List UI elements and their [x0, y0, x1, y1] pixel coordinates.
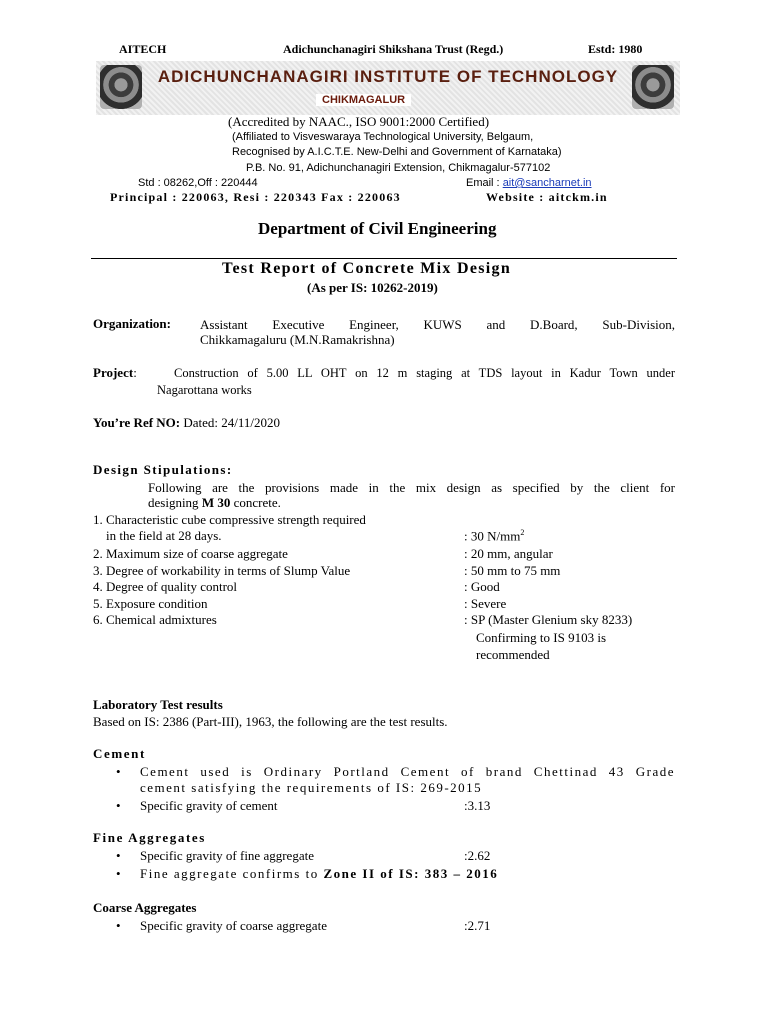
- organization-label: Organization:: [93, 316, 171, 331]
- coarse-gravity-value: :2.71: [464, 918, 491, 933]
- reference-line: [93, 415, 280, 431]
- design-item-value: : 50 mm to 75 mm: [464, 563, 561, 578]
- project-line2: Nagarottana works: [157, 383, 252, 397]
- project-label: Project: [93, 365, 134, 380]
- coarse-bullet-gravity: • Specific gravity of coarse aggregate: [140, 918, 327, 934]
- design-item-value: : Good: [464, 579, 500, 594]
- organization-line2: Chikkamagaluru (M.N.Ramakrishna): [200, 332, 395, 347]
- design-item-label: 5. Exposure condition: [93, 596, 208, 611]
- header-trust: Adichunchanagiri Shikshana Trust (Regd.): [283, 42, 504, 56]
- address: P.B. No. 91, Adichunchanagiri Extension, Chikmagalur-577102: [246, 162, 551, 174]
- organization-line1: Assistant Executive Engineer, KUWS and D.Board, Sub-Division,: [200, 317, 675, 332]
- cement-bullet-brand: • Cement used is Ordinary Portland Cement of brand Chettinad 43 Grade: [140, 764, 675, 780]
- affiliation: (Affiliated to Visveswaraya Technological University, Belgaum,: [232, 131, 534, 143]
- header-established: Estd: 1980: [588, 42, 643, 56]
- cement-bullet-gravity: • Specific gravity of cement: [140, 798, 278, 814]
- admixture-note-line2: recommended: [476, 647, 550, 662]
- fine-bullet-zone: • Fine aggregate confirms to Zone II of IS: 383 – 2016: [140, 866, 498, 882]
- design-heading: Design Stipulations:: [93, 462, 233, 477]
- accreditation: (Accredited by NAAC., ISO 9001:2000 Certified): [228, 114, 490, 129]
- design-item-label: 6. Chemical admixtures: [93, 612, 217, 627]
- report-title: Test Report of Concrete Mix Design: [222, 260, 512, 277]
- admixture-note-line1: Confirming to IS 9103 is: [476, 630, 607, 645]
- design-item-label: 1. Characteristic cube compressive strength required: [93, 512, 366, 527]
- design-item-label: in the field at 28 days.: [93, 528, 222, 543]
- design-item-label: 2. Maximum size of coarse aggregate: [93, 546, 288, 561]
- design-item-value: : Severe: [464, 596, 507, 611]
- email-line: [466, 177, 592, 189]
- std-phone: Std : 08262,Off : 220444: [138, 177, 258, 189]
- concrete-grade: M 30: [201, 495, 231, 510]
- recognition: Recognised by A.I.C.T.E. New-Delhi and Government of Karnataka): [232, 146, 562, 158]
- right-emblem-icon: [632, 65, 674, 109]
- design-item-label: 3. Degree of workability in terms of Slump Value: [93, 563, 351, 578]
- department-title: Department of Civil Engineering: [258, 219, 497, 238]
- design-item-label: 4. Degree of quality control: [93, 579, 238, 594]
- design-intro-line1: Following are the provisions made in the mix design as specified by the client for: [148, 480, 675, 495]
- fine-aggregate-heading: Fine Aggregates: [93, 830, 206, 845]
- design-item-value: : 20 mm, angular: [464, 546, 553, 561]
- project-line1: Construction of 5.00 LL OHT on 12 m staging at TDS layout in Kadur Town under: [174, 366, 675, 380]
- institute-banner: [96, 61, 680, 115]
- cement-bullet-brand-cont: cement satisfying the requirements of IS: 269-2015: [140, 780, 483, 795]
- left-emblem-icon: [100, 65, 142, 109]
- fine-bullet-gravity: • Specific gravity of fine aggregate: [140, 848, 314, 864]
- website: Website : aitckm.in: [486, 190, 608, 204]
- lab-heading: Laboratory Test results: [93, 697, 223, 712]
- fine-zone-standard: Zone II of IS: 383 – 2016: [323, 866, 499, 881]
- coarse-aggregate-heading: Coarse Aggregates: [93, 900, 197, 915]
- report-standard: (As per IS: 10262-2019): [307, 280, 438, 295]
- project-label-line: Project:: [93, 365, 137, 380]
- header-abbrev: AITECH: [119, 42, 167, 56]
- email-label: Email :: [466, 177, 503, 189]
- phone-numbers: Principal : 220063, Resi : 220343 Fax : 220063: [110, 190, 401, 204]
- cement-heading: Cement: [93, 746, 146, 761]
- design-item-value: : 30 $N/mm^2$: [464, 528, 525, 544]
- design-item-value: : SP (Master Glenium sky 8233): [464, 612, 633, 627]
- title-rule: [91, 258, 677, 259]
- design-intro-line2: designing M 30 concrete.: [148, 495, 281, 510]
- cement-gravity-value: :3.13: [464, 798, 491, 813]
- email-link[interactable]: ait@sancharnet.in: [502, 177, 592, 189]
- fine-gravity-value: :2.62: [464, 848, 491, 863]
- reference-label: You’re Ref NO:: [93, 415, 181, 430]
- reference-date: Dated: 24/11/2020: [183, 415, 281, 430]
- institute-name: ADICHUNCHANAGIRI INSTITUTE OF TECHNOLOGY: [157, 67, 619, 86]
- institute-city: CHIKMAGALUR: [316, 94, 411, 106]
- lab-basis: Based on IS: 2386 (Part-III), 1963, the following are the test results.: [93, 714, 448, 729]
